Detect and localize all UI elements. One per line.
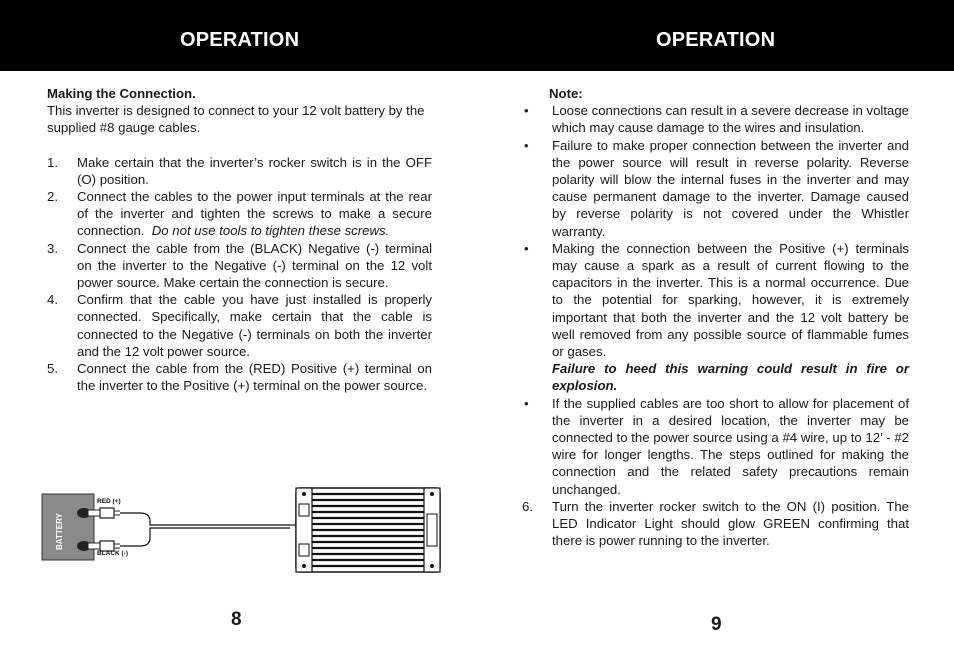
list-item (522, 137, 909, 240)
list-item (522, 102, 909, 136)
bullet-icon: • (524, 395, 529, 411)
bullet-text: If the supplied cables are too short to allow for placement of the inverter in a desired location, the inverter may be connected to the power source using a #4 wire, up to 12’ - #2 wire for longer lengths. The steps outlined for making the connection and the related safety precautions remain unchanged. (552, 395, 909, 497)
red-cable-label: RED (+) (97, 498, 121, 505)
section-heading: Making the Connection. (47, 86, 196, 101)
positive-terminal (77, 508, 120, 518)
bullet-icon: • (524, 103, 529, 119)
fire-warning: Failure to heed this warning could result in fire or explosion. (552, 361, 909, 394)
step-caution: Do not use tools to tighten these screws. (151, 223, 390, 239)
steps-list-continued (522, 498, 909, 550)
step-number: 1. (47, 154, 58, 170)
list-item (47, 154, 432, 188)
header-bar (0, 0, 954, 71)
right-page-title: OPERATION (656, 29, 776, 51)
black-cable-label: BLACK (-) (97, 550, 129, 557)
black-cable (120, 528, 290, 546)
list-item (522, 498, 909, 550)
red-cable (120, 513, 290, 525)
list-item (522, 240, 909, 395)
note-heading: Note: (549, 86, 583, 101)
wiring-diagram (40, 484, 445, 576)
step-number: 3. (47, 240, 58, 256)
left-column (47, 85, 432, 394)
battery-label: BATTERY (55, 513, 64, 550)
step-number: 5. (47, 361, 58, 377)
list-item (47, 360, 432, 394)
step-number: 6. (522, 498, 533, 514)
step-text: Turn the inverter rocker switch to the ON (I) position. The LED Indicator Light should glow GREEN confirming that there is power running to the inverter. (552, 498, 909, 549)
bullet-text: Making the connection between the Positive (+) terminals may cause a spark as a result of current flowing to the capacitors in the inverter. This is a normal occurrence. Due to the potential for sparking, however, it is extremely important that both the inverter and the 12 volt battery be well removed from any possible source of flammable fumes or gases. (552, 240, 909, 360)
right-column (522, 85, 909, 549)
list-item (47, 188, 432, 240)
step-text: Connect the cable from the (BLACK) Negative (-) terminal on the inverter to the Negative (-) terminal on the 12 volt power source. Make certain the connection is secure. (77, 240, 432, 291)
bullet-icon: • (524, 240, 529, 256)
step-text: Connect the cables to the power input terminals at the rear of the inverter and tighten the screws to make a secure connection. (77, 189, 432, 239)
step-number: 4. (47, 292, 58, 308)
step-text: Make certain that the inverter’s rocker switch is in the OFF (O) position. (77, 154, 432, 187)
list-item (47, 291, 432, 360)
steps-list (47, 154, 432, 395)
left-page-title: OPERATION (180, 29, 300, 51)
note-bullets (522, 102, 909, 498)
page-number-right: 9 (711, 614, 722, 635)
page-number-left: 8 (231, 609, 242, 630)
step-number: 2. (47, 189, 58, 205)
list-item (522, 395, 909, 498)
inverter-icon (296, 488, 440, 572)
step-text: Connect the cable from the (RED) Positive (+) terminal on the inverter to the Positive (+) terminal on the power source. (77, 361, 432, 394)
step-text: Confirm that the cable you have just installed is properly connected. Specifically, make certain that the cable is connected to the Negative (-) terminals on both the inverter and the 12 volt power source. (77, 292, 432, 359)
bullet-text: Failure to make proper connection between the inverter and the power source will result in reverse polarity. Reverse polarity will blow the internal fuses in the inverter and may cause permanent damage to the inverter. Damage caused by reverse polarity is not covered under the Whistler warranty. (552, 137, 909, 239)
list-item (47, 240, 432, 292)
bullet-icon: • (524, 137, 529, 153)
intro-paragraph: This inverter is designed to connect to your 12 volt battery by the supplied #8 gauge cables. (47, 103, 425, 136)
bullet-text: Loose connections can result in a severe decrease in voltage which may cause damage to the wires and insulation. (552, 103, 910, 136)
